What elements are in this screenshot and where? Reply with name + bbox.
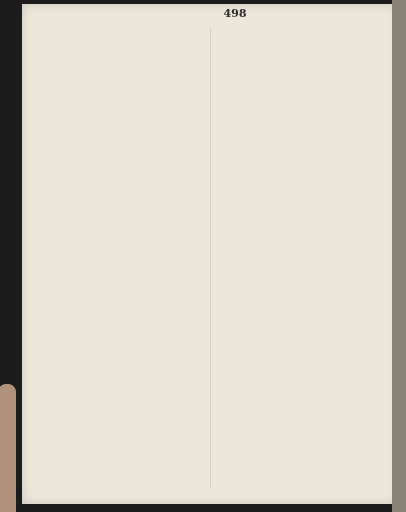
- book-page: [22, 4, 398, 504]
- text-column-left: [36, 24, 206, 494]
- thumb: [0, 384, 16, 512]
- text-column-right: [218, 24, 388, 494]
- page-number: 498: [223, 7, 247, 20]
- page-edge: [392, 0, 406, 512]
- column-gutter: [210, 28, 211, 488]
